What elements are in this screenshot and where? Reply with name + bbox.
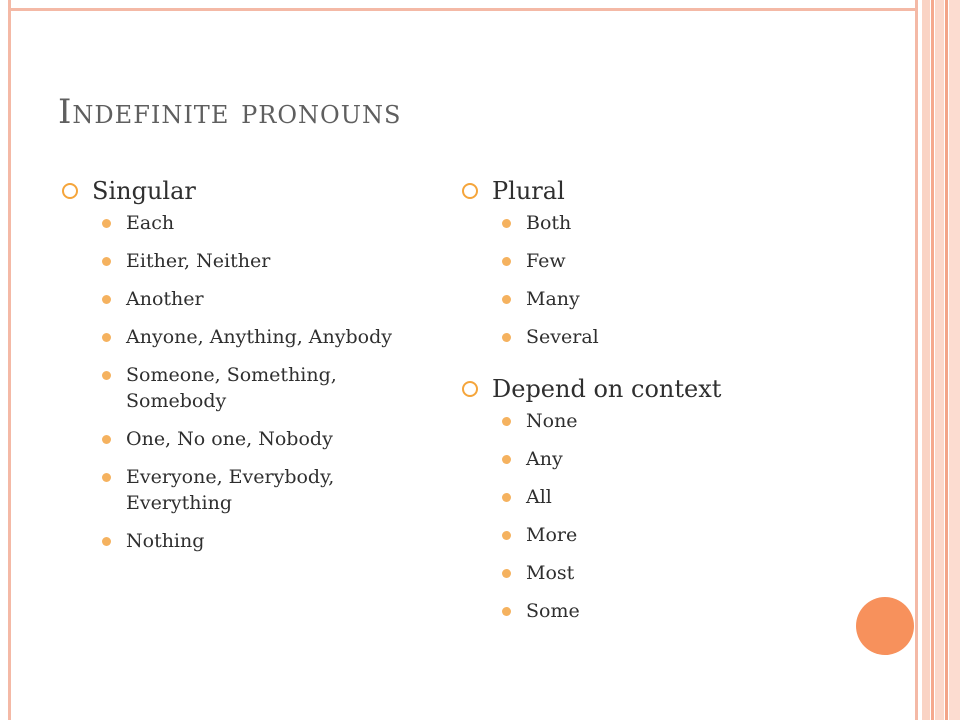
list-item [460,324,840,350]
list-item-text: Everyone, Everybody, Everything [126,466,335,514]
list-item-text: Both [526,212,572,234]
context-list [460,408,840,624]
frame-top-border [8,8,918,11]
list-item-text: Another [126,288,204,310]
bullet-dot-icon [502,219,511,228]
list-item-text: Any [526,448,563,470]
list-item [460,408,840,434]
list-item [460,248,840,274]
list-item [60,362,420,414]
decor-stripe [922,0,930,720]
bullet-dot-icon [102,295,111,304]
bullet-dot-icon [102,371,111,380]
bullet-dot-icon [502,569,511,578]
list-item-text: Several [526,326,599,348]
list-item [460,598,840,624]
singular-list [60,210,420,554]
plural-list [460,210,840,350]
list-item [460,210,840,236]
bullet-dot-icon [502,257,511,266]
frame-left-border [8,0,11,720]
context-section [460,370,840,624]
decor-stripe [949,0,960,720]
list-item [60,464,420,516]
list-item [460,560,840,586]
bullet-dot-icon [102,435,111,444]
decor-stripe [945,0,948,720]
list-item-text: Most [526,562,575,584]
ring-bullet-icon [62,183,78,199]
bullet-dot-icon [502,493,511,502]
list-item [60,248,420,274]
bullet-dot-icon [502,607,511,616]
list-item-text: All [526,486,552,508]
singular-section [60,172,420,554]
bullet-dot-icon [502,295,511,304]
decor-stripe [931,0,934,720]
left-column [60,172,420,566]
bullet-dot-icon [502,417,511,426]
ring-bullet-icon [462,381,478,397]
context-heading: Depend on context [492,375,722,403]
bullet-dot-icon [102,257,111,266]
list-item-text: Anyone, Anything, Anybody [126,326,392,348]
list-item-text: One, No one, Nobody [126,428,333,450]
bullet-dot-icon [102,473,111,482]
list-item [60,426,420,452]
list-item-text: Many [526,288,580,310]
bullet-dot-icon [102,333,111,342]
list-item-text: Someone, Something, Somebody [126,364,337,412]
bullet-dot-icon [502,531,511,540]
singular-heading: Singular [92,177,196,205]
list-item [460,484,840,510]
list-item-text: Each [126,212,175,234]
list-item-text: More [526,524,578,546]
bullet-dot-icon [102,537,111,546]
slide-title: Indefinite pronouns [58,92,402,132]
list-item [60,324,420,350]
right-column [460,172,840,636]
decor-stripe [935,0,944,720]
plural-heading-row [460,172,840,210]
context-heading-row [460,370,840,408]
list-item [60,286,420,312]
list-item-text: Either, Neither [126,250,271,272]
list-item-text: Few [526,250,566,272]
list-item [460,446,840,472]
decor-orange-circle [856,597,914,655]
list-item [460,522,840,548]
plural-heading: Plural [492,177,565,205]
list-item [460,286,840,312]
list-item [60,210,420,236]
singular-heading-row [60,172,420,210]
section-gap [460,362,840,370]
bullet-dot-icon [102,219,111,228]
ring-bullet-icon [462,183,478,199]
bullet-dot-icon [502,333,511,342]
plural-section [460,172,840,350]
bullet-dot-icon [502,455,511,464]
list-item-text: Some [526,600,580,622]
list-item [60,528,420,554]
list-item-text: None [526,410,578,432]
list-item-text: Nothing [126,530,205,552]
frame-right-border [915,0,918,720]
